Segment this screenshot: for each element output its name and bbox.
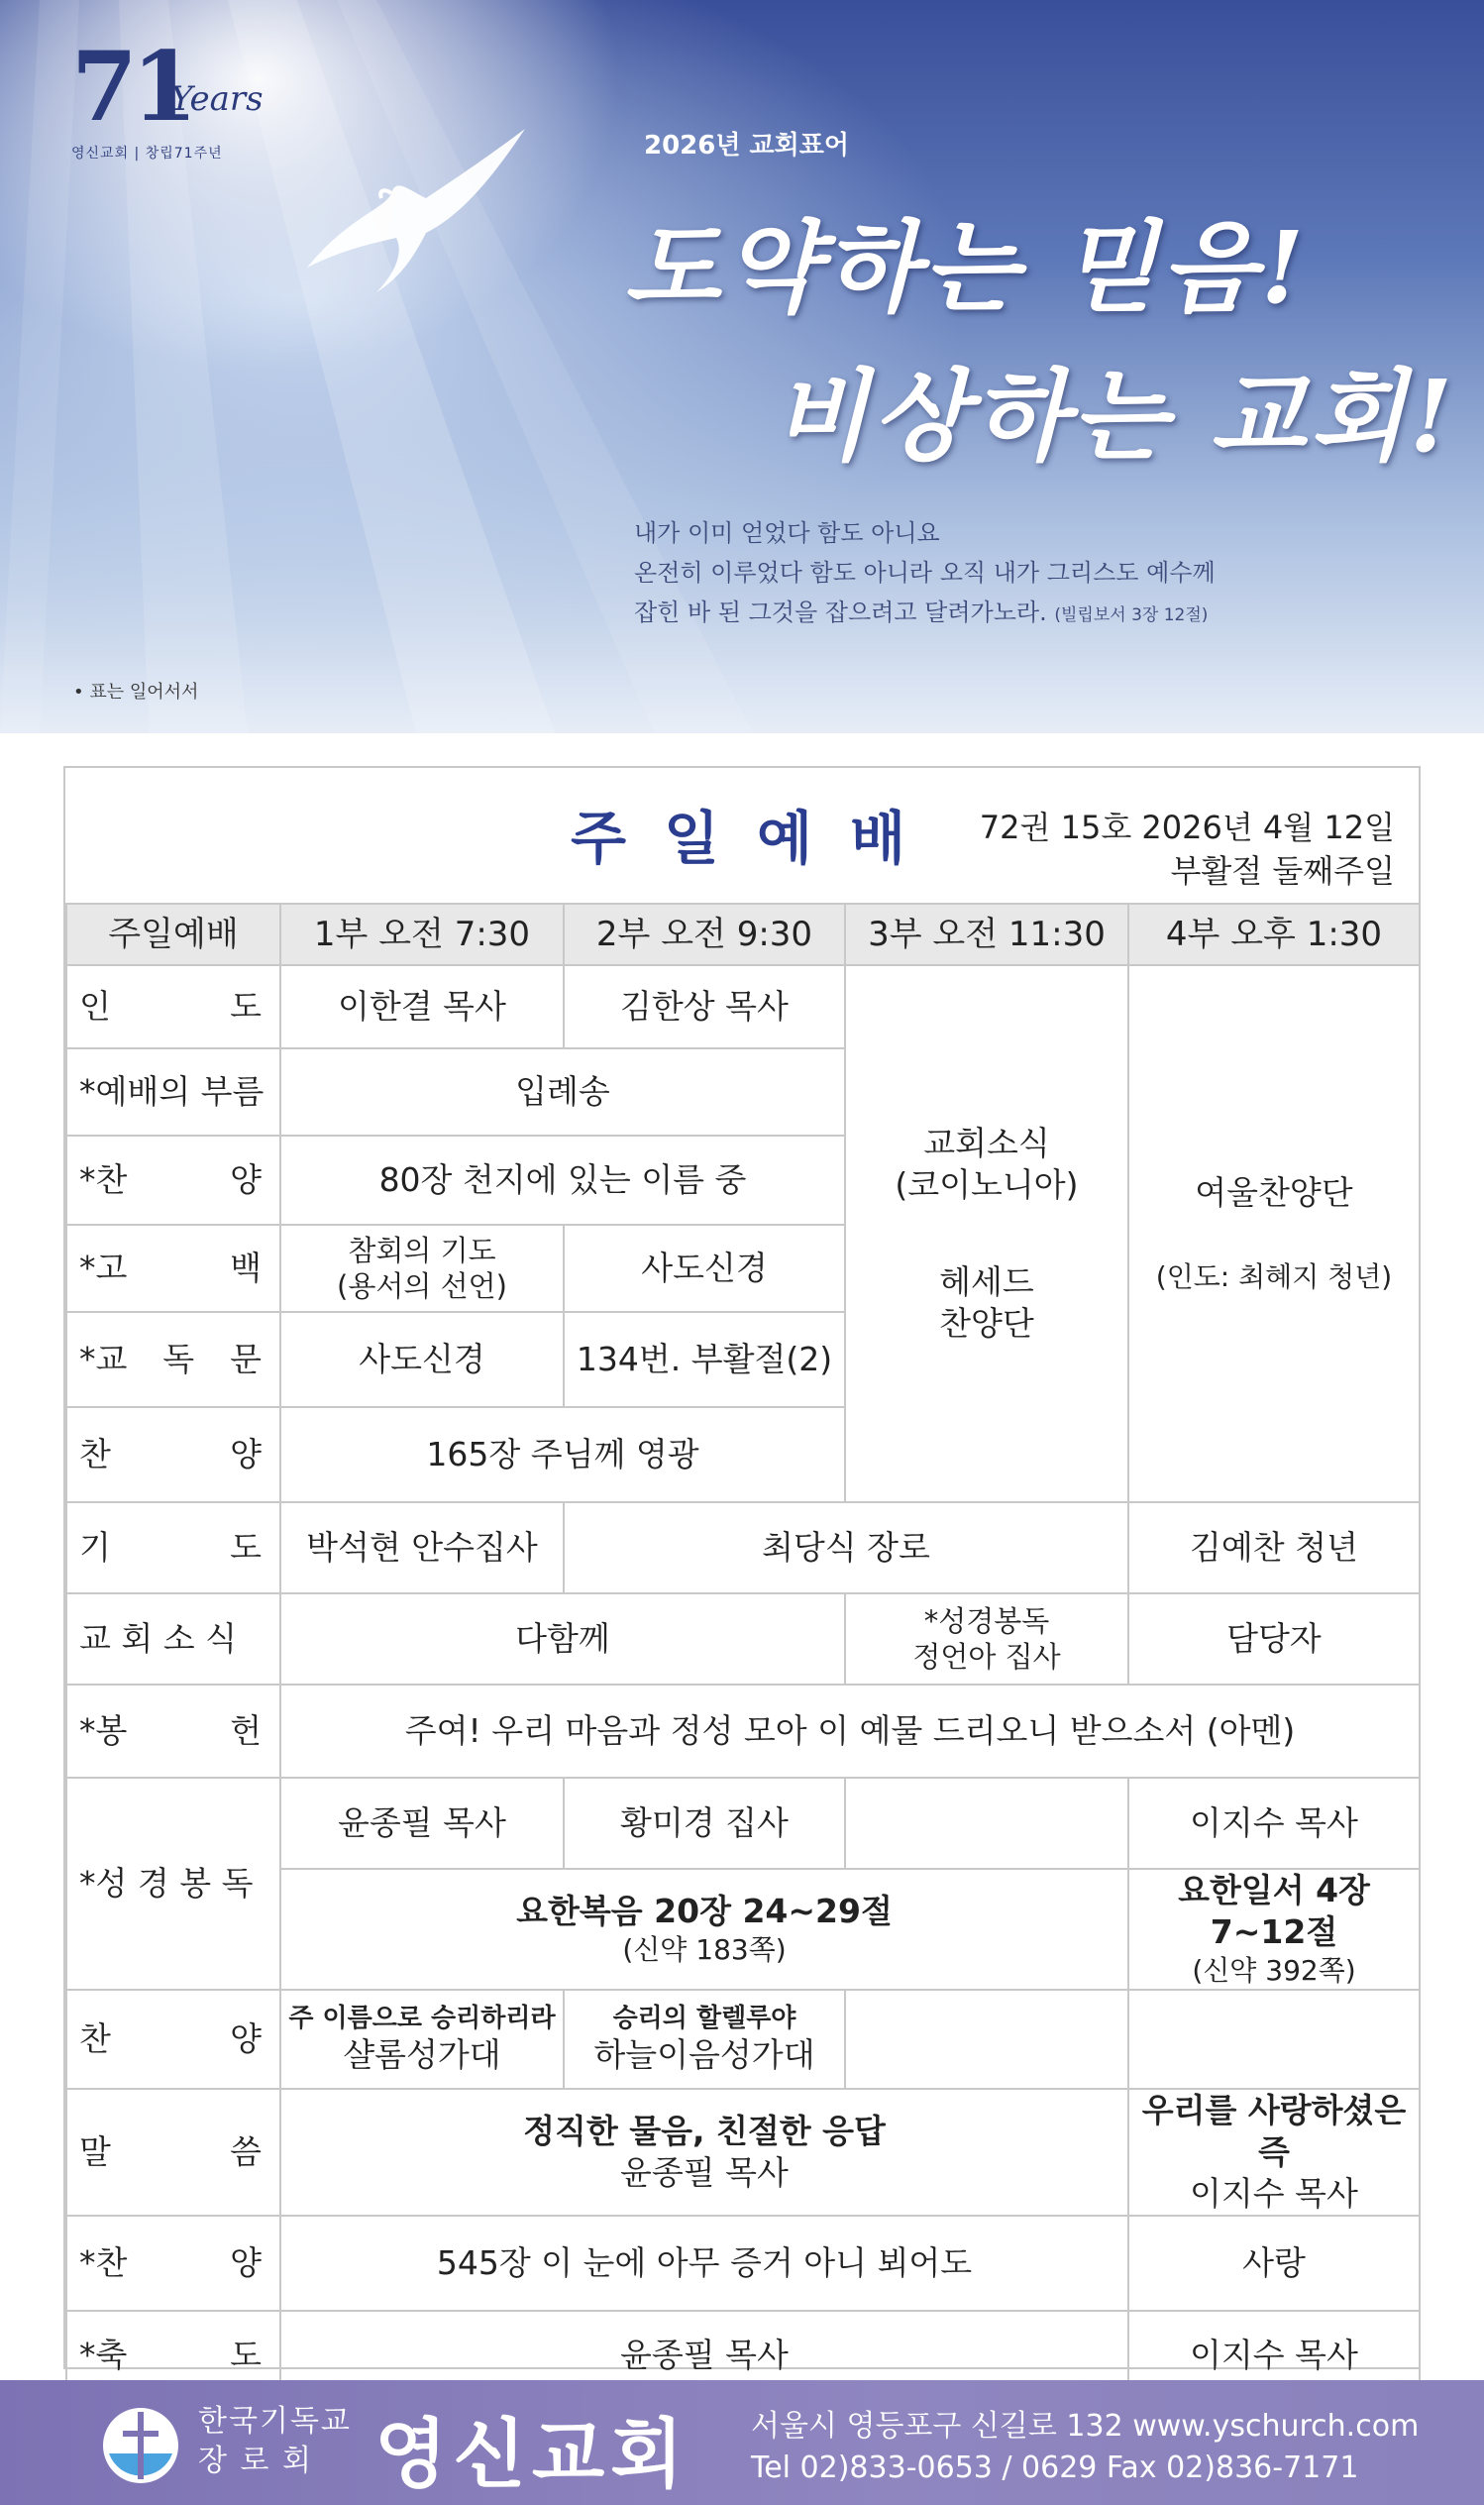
cell: 134번. 부활절(2) [564, 1312, 845, 1407]
cell: 165장 주님께 영광 [280, 1407, 845, 1502]
cell: 참회의 기도 (용서의 선언) [280, 1225, 564, 1312]
cell: 이지수 목사 [1128, 2311, 1420, 2400]
cell: 사랑 [1128, 2216, 1420, 2311]
motto-label: 2026년 교회표어 [644, 131, 849, 161]
standing-note: • 표는 일어서서 [73, 682, 199, 703]
church-logo-icon [99, 2404, 182, 2487]
denomination: 한국기독교 장 로 회 [198, 2404, 352, 2478]
motto-line-2: 비상하는 교회! [773, 358, 1457, 475]
cell: 윤종필 목사 [280, 2311, 1128, 2400]
cell: 윤종필 목사 [280, 1778, 564, 1869]
row-label: *봉 헌 [66, 1685, 280, 1778]
cell: 요한일서 4장 7~12절 (신약 392쪽) [1128, 1869, 1420, 1990]
cell: 정직한 물음, 친절한 응답 윤종필 목사 [280, 2089, 1128, 2216]
banner [0, 0, 1484, 733]
address: 서울시 영등포구 신길로 132 www.yschurch.com [751, 2409, 1420, 2444]
row-label: *예배의 부름 [66, 1048, 280, 1136]
row-church-news [66, 1593, 1420, 1685]
liturgical-week: 부활절 둘째주일 [1170, 852, 1395, 890]
row-label: *찬 양 [66, 2216, 280, 2311]
row-closing-hymn [66, 2216, 1420, 2311]
cell: 주여! 우리 마음과 정성 모아 이 예물 드리오니 받으소서 (아멘) [280, 1685, 1420, 1778]
row-label: *고 백 [66, 1225, 280, 1312]
cell: 545장 이 눈에 아무 증거 아니 뵈어도 [280, 2216, 1128, 2311]
row-invocation [66, 965, 1420, 1048]
cell: 최당식 장로 [564, 1502, 1128, 1593]
header-row [66, 904, 1420, 965]
cell-3rd-service-block: 교회소식 (코이노니아) 헤세드 찬양단 [845, 965, 1128, 1502]
row-label: *교 독 문 [66, 1312, 280, 1407]
page-title: 주일예배 [571, 805, 944, 872]
logo-subtitle: 영신교회 | 창립71주년 [71, 146, 223, 162]
row-choir [66, 1990, 1420, 2089]
cell: 김한상 목사 [564, 965, 845, 1048]
verse-line-1: 내가 이미 얻었다 함도 아니요 [634, 519, 940, 547]
cell: 입례송 [280, 1048, 845, 1136]
cell: 우리를 사랑하셨은즉 이지수 목사 [1128, 2089, 1420, 2216]
contact-info [751, 2406, 1419, 2489]
row-label: 말 씀 [66, 2089, 280, 2216]
anniversary-logo [71, 31, 264, 163]
cell: 박석현 안수집사 [280, 1502, 564, 1593]
cell: 주 이름으로 승리하리라 샬롬성가대 [280, 1990, 564, 2089]
logo-years: Years [170, 79, 264, 119]
verse-line-3: 잡힌 바 된 그것을 잡으려고 달려가노라. (빌립보서 3장 12절) [634, 599, 1209, 626]
service-table [65, 903, 1421, 2401]
cell: 요한복음 20장 24~29절 (신약 183쪽) [280, 1869, 1128, 1990]
logo-number: 71 [71, 31, 192, 143]
issue-date: 72권 15호 2026년 4월 12일 [979, 809, 1395, 846]
row-scripture-readers [66, 1778, 1420, 1869]
cell: 80장 천지에 있는 이름 중 [280, 1136, 845, 1225]
cell: 담당자 [1128, 1593, 1420, 1685]
bible-verse [634, 513, 1216, 635]
worship-order [63, 766, 1421, 2374]
cell [845, 1990, 1128, 2089]
cell: 이한결 목사 [280, 965, 564, 1048]
row-label: *축 도 [66, 2311, 280, 2400]
cell: 황미경 집사 [564, 1778, 845, 1869]
verse-line-2: 온전히 이루었다 함도 아니라 오직 내가 그리스도 예수께 [634, 559, 1216, 587]
row-offering [66, 1685, 1420, 1778]
cell [845, 1778, 1128, 1869]
col-header-2: 2부 오전 9:30 [564, 904, 845, 965]
cell: 사도신경 [564, 1225, 845, 1312]
col-header-4: 4부 오후 1:30 [1128, 904, 1420, 965]
row-label: 인 도 [66, 965, 280, 1048]
row-label: 찬 양 [66, 1990, 280, 2089]
cell: 승리의 할렐루야 하늘이음성가대 [564, 1990, 845, 2089]
row-prayer [66, 1502, 1420, 1593]
col-header-label: 주일예배 [66, 904, 280, 965]
row-label: *찬 양 [66, 1136, 280, 1225]
row-label: 찬 양 [66, 1407, 280, 1502]
church-name: 영신교회 [374, 2410, 689, 2498]
eagle-icon [287, 119, 535, 297]
cell [1128, 1990, 1420, 2089]
motto-line-1: 도약하는 믿음! [624, 209, 1309, 326]
cell: 이지수 목사 [1128, 1778, 1420, 1869]
bulletin-header [65, 768, 1419, 905]
cell: 김예찬 청년 [1128, 1502, 1420, 1593]
verse-reference: (빌립보서 3장 12절) [1054, 605, 1209, 625]
row-sermon [66, 2089, 1420, 2216]
phone: Tel 02)833-0653 / 0629 Fax 02)836-7171 [751, 2451, 1359, 2485]
cell-4th-service-block: 여울찬양단 (인도: 최혜지 청년) [1128, 965, 1420, 1502]
issue-info [980, 806, 1395, 893]
cell: 다함께 [280, 1593, 845, 1685]
cell: 사도신경 [280, 1312, 564, 1407]
col-header-1: 1부 오전 7:30 [280, 904, 564, 965]
row-label: 기 도 [66, 1502, 280, 1593]
cell: *성경봉독 정언아 집사 [845, 1593, 1128, 1685]
col-header-3: 3부 오전 11:30 [845, 904, 1128, 965]
row-label: *성 경 봉 독 [66, 1778, 280, 1990]
footer [0, 2380, 1484, 2505]
row-label: 교 회 소 식 [66, 1593, 280, 1685]
